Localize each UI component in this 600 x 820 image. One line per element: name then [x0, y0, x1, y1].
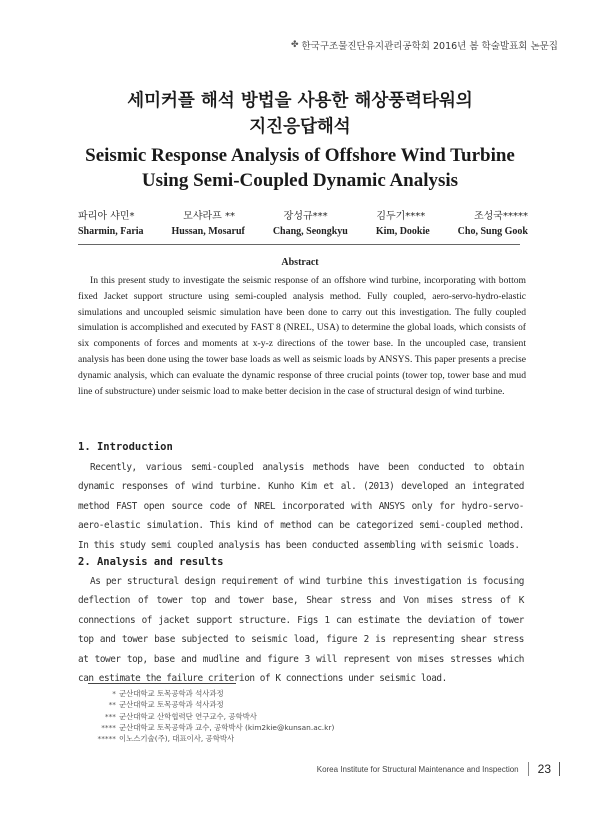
flower-mark-icon: ✤	[290, 40, 299, 50]
author-korean: 모샤라프 **	[183, 211, 235, 222]
running-header	[291, 38, 558, 52]
footnote-mark: *****	[97, 734, 116, 744]
section-heading: 1. Introduction	[78, 441, 173, 453]
english-title	[0, 143, 600, 193]
author-block	[78, 207, 528, 237]
footnote-text: 군산대학교 산학협력단 연구교수, 공학박사	[119, 711, 257, 721]
author-english: Sharmin, Faria	[78, 226, 144, 237]
author-korean: 파리아 샤민*	[78, 211, 135, 222]
page-footer	[317, 762, 560, 776]
author-names-korean	[78, 207, 528, 222]
page-number: 23	[537, 762, 551, 776]
footnote-mark: **	[108, 700, 116, 710]
footnotes	[84, 688, 384, 744]
abstract-text: In this present study to investigate the seismic response of an offshore wind turbine, incorporating with bottom fixed Jacket support structure using semi-coupled analysis method. Fully coupled, aero-servo-hydro-elastic simulations and uncoupled seismic simulation have been done to carry out this investigation. The fully coupled simulation is accomplished and executed by FAST 8 (NREL, USA) to determine the global loads, which consists of six components of forces and moments at x-y-z directions of the tower base. In the uncoupled case, transient analysis has been done using the tower base loads as well as seismic loads by ANSYS. This paper presents a precise dynamic analysis, which can evaluate the dynamic response of three crucial points (tower top, tower base and mud line of substructure) under seismic load to make better decision in the case of structural design of wind turbine.	[78, 275, 526, 397]
footnote-mark: ****	[101, 722, 116, 732]
english-title-line-2: Using Semi-Coupled Dynamic Analysis	[141, 170, 459, 191]
footnote-text: 군산대학교 토목공학과 석사과정	[119, 700, 224, 710]
author-english: Chang, Seongkyu	[272, 226, 348, 237]
footer-edge-bar	[559, 762, 560, 776]
abstract-heading: Abstract	[281, 257, 319, 268]
korean-title	[0, 88, 600, 140]
section-text: As per structural design requirement of wind turbine this investigation is focusing deflection of tower top and tower base, Shear stress and Von mises stress of K connections of jacket support structure. Figs 1 can estimate the deviation of tower top and tower base subjected to seismic load, figure 2 is representing shear stress at tower top, base and mudline and figure 3 will represent von mises stresses which can estimate the failure criterion of K connections under seismic load.	[78, 576, 524, 685]
footnote	[84, 711, 384, 722]
author-korean: 김두기****	[376, 211, 426, 222]
author-english: Hussan, Mosaruf	[171, 226, 245, 237]
footnote-text: 이노스기술(주), 대표이사, 공학박사	[119, 734, 235, 744]
author-english: Cho, Sung Gook	[457, 226, 528, 237]
section-text: Recently, various semi-coupled analysis methods have been conducted to obtain dynamic responses of wind turbine. Kunho Kim et al. (2013) developed an integrated method FAST open source code of NREL incorporated with ANSYS only for hydro-servo-aero-elastic simulation. This kind of method can be categorized semi-coupled method. In this study semi coupled analysis has been conducted assembling with seismic loads.	[78, 462, 524, 551]
footnote-mark: ***	[104, 711, 116, 721]
footnote	[84, 699, 384, 710]
korean-title-line-1: 세미커플 해석 방법을 사용한 해상풍력타워의	[127, 91, 473, 111]
footer-separator	[528, 762, 529, 776]
divider	[78, 244, 520, 245]
footnote-divider	[88, 683, 236, 684]
korean-title-line-2: 지진응답해석	[249, 117, 351, 137]
author-names-english	[78, 226, 528, 237]
footnote	[84, 722, 384, 733]
footnote	[84, 688, 384, 699]
section-heading: 2. Analysis and results	[78, 556, 224, 568]
author-korean: 장성규***	[283, 211, 328, 222]
author-korean: 조성국*****	[473, 211, 528, 222]
footnote-text: 군산대학교 토목공학과 석사과정	[119, 689, 224, 698]
footnote-text: 군산대학교 토목공학과 교수, 공학박사 (kim2kie@kunsan.ac.kr)	[119, 722, 335, 732]
author-english: Kim, Dookie	[375, 226, 430, 237]
english-title-line-1: Seismic Response Analysis of Offshore Wind Turbine	[85, 145, 515, 166]
footnote	[84, 733, 384, 744]
footer-journal: Korea Institute for Structural Maintenance and Inspection	[316, 764, 519, 774]
running-header-text: 한국구조물진단유지관리공학회 2016년 봄 학술발표회 논문집	[301, 41, 558, 52]
footnote-mark: *	[112, 689, 116, 698]
